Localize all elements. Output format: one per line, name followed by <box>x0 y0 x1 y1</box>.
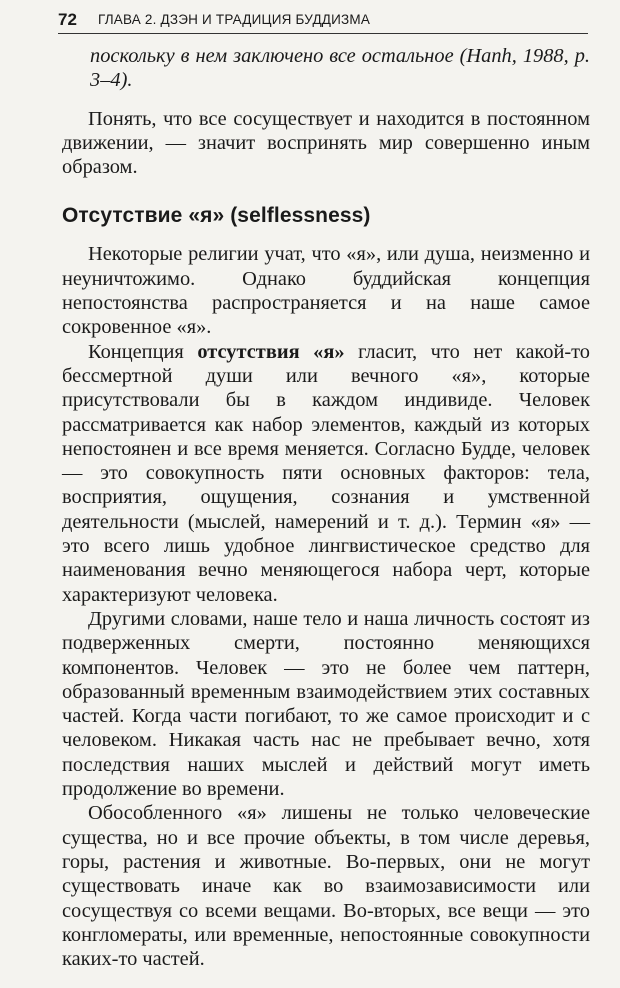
page-header <box>58 8 588 34</box>
body-text <box>62 44 590 971</box>
running-head: ГЛАВА 2. ДЗЭН И ТРАДИЦИЯ БУДДИЗМА <box>98 12 371 27</box>
section-heading: Отсутствие «я» (selflessness) <box>62 204 371 228</box>
paragraph-rest: гласит, что нет какой-то бессмертной души или вечного «я», которые присутствовали бы в каждом индивиде. Человек рассматривается как набор элементов, каждый из которых непостоянен и все время меняется. Согласно Будде, человек — это совокупность пяти основных факторов: тела, восприятия, ощущения, сознания и умственной деятельности (мыслей, намерений и т. д.). Термин «я» — это всего лишь удобное лингвистическое средство для наименования вечно меняющегося набора черт, которые характеризуют человека. <box>62 340 590 606</box>
term-bold: отсутствия «я» <box>197 340 345 363</box>
paragraph: Некоторые религии учат, что «я», или душа, неизменно и неуничтожимо. Однако буддийская концепция непостоянства распространяется и на наше самое сокровенное «я». <box>62 243 590 339</box>
paragraph <box>62 340 590 607</box>
paragraph-lead: Концепция <box>88 340 198 363</box>
quote-continuation: поскольку в нем заключено все остальное (Hanh, 1988, p. 3–4). <box>90 45 590 92</box>
intro-paragraph: Понять, что все сосуществует и находится в постоянном движении, — значит воспринять мир совершенно иным образом. <box>62 107 590 179</box>
header-rule <box>58 33 588 34</box>
page-number: 72 <box>58 10 77 29</box>
paragraph: Обособленного «я» лишены не только человеческие существа, но и все прочие объекты, в том числе деревья, горы, растения и животные. Во-первых, они не могут существовать иначе как во взаимозависимости или сосуществуя со всеми вещами. Во-вторых, все вещи — это конгломераты, или временные, непостоянные совокупности каких-то частей. <box>62 802 590 971</box>
paragraph: Другими словами, наше тело и наша личность состоят из подверженных смерти, постоянно меняющихся компонентов. Человек — это не более чем паттерн, образованный временным взаимодействием этих составных частей. Когда части погибают, то же самое происходит и с человеком. Никакая часть нас не пребывает вечно, хотя последствия наших мыслей и действий могут иметь продолжение во времени. <box>62 607 590 801</box>
